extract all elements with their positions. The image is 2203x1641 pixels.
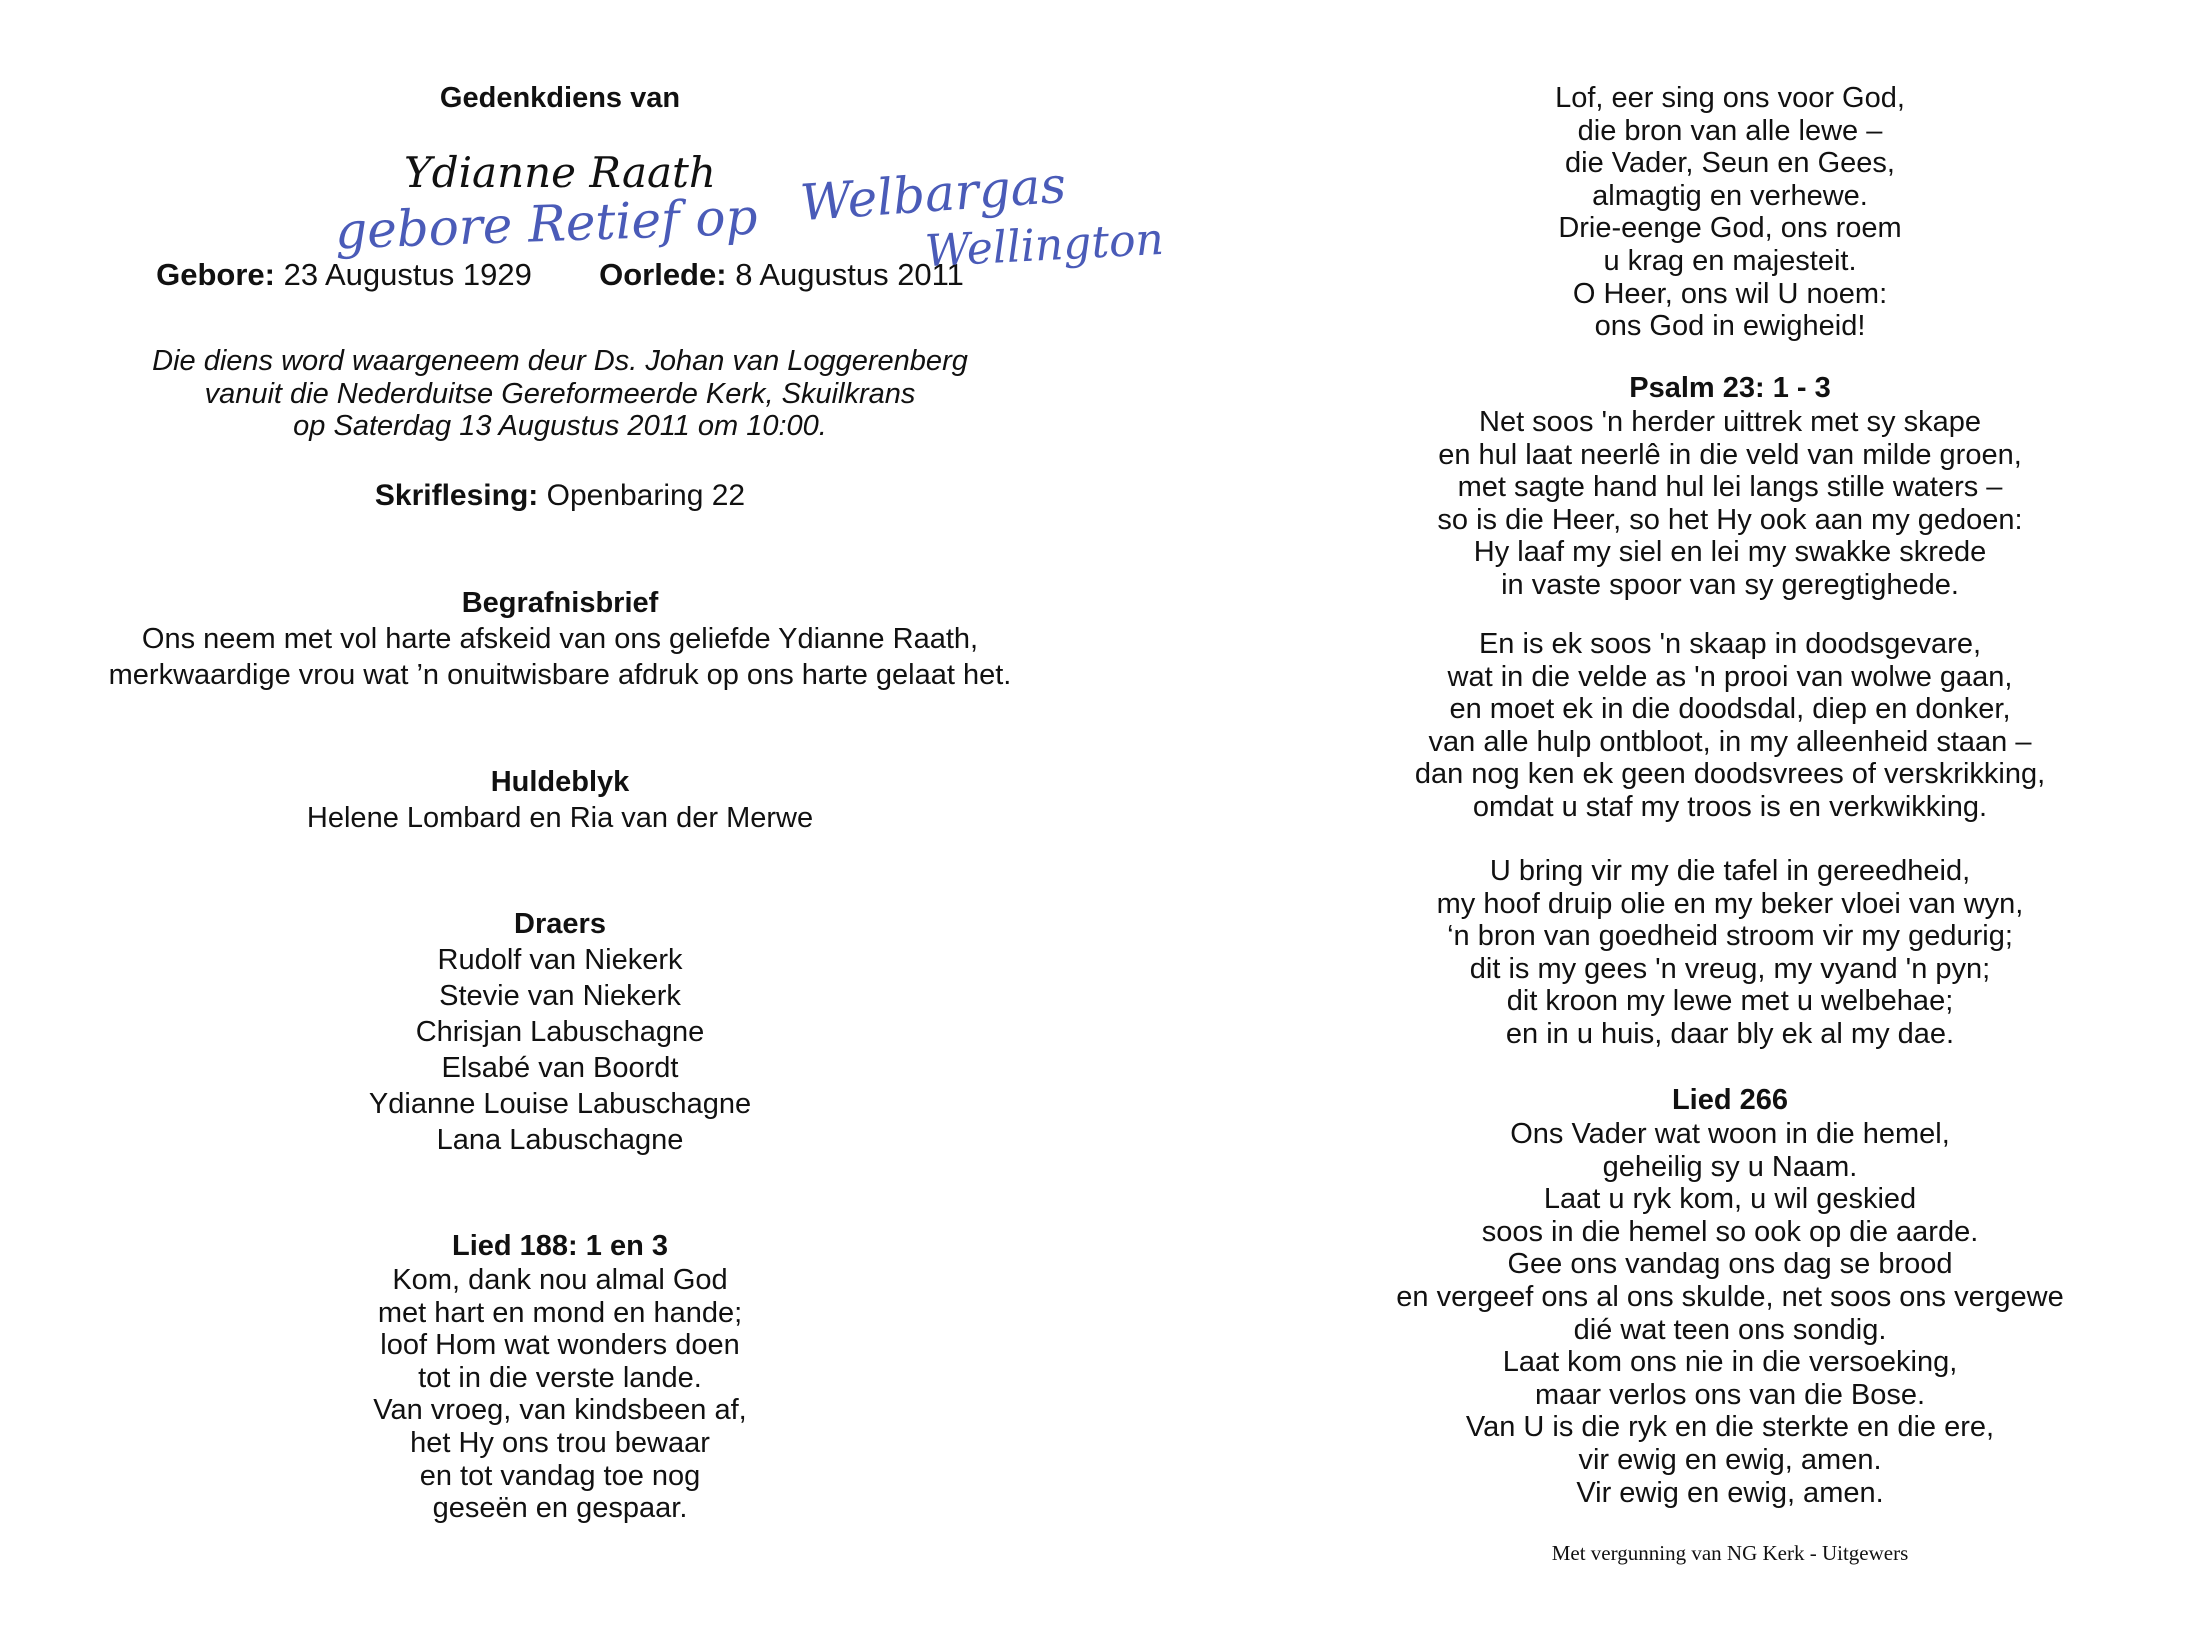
hymn-line: tot in die verste lande. — [418, 1361, 702, 1394]
hymn-line: Van vroeg, van kindsbeen af, — [373, 1394, 747, 1427]
section-draers — [60, 906, 1060, 1158]
handwritten-note: gebore Retief op — [334, 187, 759, 261]
psalm-line: so is die Heer, so het Hy ook aan my gedoen: — [1437, 503, 2023, 536]
text-line: Ons neem met vol harte afskeid van ons geliefde Ydianne Raath, — [141, 623, 979, 655]
section-heading: Huldeblyk — [490, 766, 630, 798]
reading-label: Skriflesing: — [374, 479, 539, 512]
section-begrafnisbrief — [60, 585, 1060, 693]
scripture-reading — [60, 478, 1060, 514]
psalm-line: en in u huis, daar bly ek al my dae. — [1505, 1017, 1955, 1050]
service-line: vanuit die Nederduitse Gereformeerde Kerk, Skuilkrans — [204, 377, 916, 410]
psalm-line: En is ek soos 'n skaap in doodsgevare, — [1478, 628, 1982, 660]
handwritten-note: Welbargas — [798, 155, 1068, 233]
service-info — [60, 345, 1060, 443]
hymn-line: Drie-eenge God, ons roem — [1558, 212, 1902, 245]
section-heading: Lied 266 — [1671, 1084, 1789, 1116]
psalm-line: en hul laat neerlê in die veld van milde groen, — [1438, 438, 2022, 471]
psalm-line: omdat u staf my troos is en verkwikking. — [1472, 790, 1988, 823]
hymn-line: Kom, dank nou almal God — [392, 1264, 728, 1296]
psalm-line: en moet ek in die doodsdal, diep en donker, — [1449, 693, 2011, 726]
psalm-line: in vaste spoor van sy geregtighede. — [1501, 568, 1959, 601]
born-date: 23 Augustus 1929 — [283, 257, 532, 292]
hymn-verse-continued — [1350, 82, 2110, 343]
hymn-line: loof Hom wat wonders doen — [380, 1329, 740, 1362]
section-heading: Draers — [514, 908, 606, 940]
psalm-line: wat in die velde as 'n prooi van wolwe gaan, — [1447, 660, 2013, 693]
handwritten-note: Wellington — [923, 213, 1166, 278]
psalm-line: met sagte hand hul lei langs stille waters – — [1457, 471, 2003, 504]
pallbearer-name: Ydianne Louise Labuschagne — [368, 1088, 752, 1120]
prayer-line: Ons Vader wat woon in die hemel, — [1510, 1118, 1950, 1150]
section-heading: Lied 188: 1 en 3 — [452, 1230, 668, 1262]
born-label: Gebore: — [156, 257, 275, 292]
memorial-title: Gedenkdiens van — [439, 82, 681, 114]
hymn-line: het Hy ons trou bewaar — [410, 1426, 710, 1459]
prayer-line: Laat kom ons nie in die versoeking, — [1502, 1346, 1958, 1379]
prayer-line: Laat u ryk kom, u wil geskied — [1543, 1183, 1917, 1216]
psalm-line: ‘n bron van goedheid stroom vir my gedurig; — [1447, 920, 2013, 953]
pallbearer-name: Elsabé van Boordt — [441, 1052, 679, 1084]
section-huldeblyk — [60, 764, 1060, 836]
prayer-line: en vergeef ons al ons skulde, net soos ons vergewe — [1396, 1280, 2064, 1313]
psalm-line: dit is my gees 'n vreug, my vyand 'n pyn; — [1469, 952, 1991, 985]
psalm-line: van alle hulp ontbloot, in my alleenheid staan – — [1428, 725, 2032, 758]
prayer-line: geheilig sy u Naam. — [1602, 1150, 1858, 1183]
prayer-line: soos in die hemel so ook op die aarde. — [1481, 1215, 1979, 1248]
section-heading: Begrafnisbrief — [461, 587, 659, 619]
deceased-name: Ydianne Raath — [404, 148, 716, 197]
hymn-line: Lof, eer sing ons voor God, — [1555, 82, 1905, 114]
psalm-stanza-3 — [1350, 855, 2110, 1051]
pallbearer-name: Chrisjan Labuschagne — [415, 1016, 705, 1048]
hymn-line: u krag en majesteit. — [1603, 244, 1857, 277]
prayer-line: Vir ewig en ewig, amen. — [1576, 1476, 1884, 1509]
prayer-line: Van U is die ryk en die sterkte en die ere, — [1465, 1411, 1995, 1444]
hymn-line: en tot vandag toe nog — [419, 1459, 701, 1492]
pallbearer-name: Stevie van Niekerk — [439, 980, 681, 1012]
prayer-line: dié wat teen ons sondig. — [1573, 1313, 1887, 1346]
service-line: op Saterdag 13 Augustus 2011 om 10:00. — [293, 410, 827, 443]
pallbearer-name: Rudolf van Niekerk — [437, 944, 683, 976]
psalm-line: my hoof druip olie en my beker vloei van wyn, — [1436, 887, 2024, 920]
psalm-line: U bring vir my die tafel in gereedheid, — [1489, 855, 1971, 887]
psalm-line: Net soos 'n herder uittrek met sy skape — [1479, 406, 1981, 438]
section-heading: Psalm 23: 1 - 3 — [1629, 372, 1831, 404]
section-lied-188 — [60, 1228, 1060, 1525]
pallbearer-name: Lana Labuschagne — [436, 1124, 684, 1156]
died-label: Oorlede: — [599, 257, 727, 292]
hymn-line: met hart en mond en hande; — [377, 1296, 743, 1329]
hymn-line: die Vader, Seun en Gees, — [1565, 147, 1895, 180]
prayer-line: maar verlos ons van die Bose. — [1534, 1378, 1926, 1411]
hymn-line: almagtig en verhewe. — [1592, 179, 1868, 212]
died-date: 8 Augustus 2011 — [735, 257, 964, 292]
text-line: merkwaardige vrou wat ’n onuitwisbare afdruk op ons harte gelaat het. — [108, 659, 1012, 691]
hymn-line: ons God in ewigheid! — [1594, 310, 1866, 343]
psalm-line: dan nog ken ek geen doodsvrees of verskrikking, — [1414, 758, 2046, 791]
service-line: Die diens word waargeneem deur Ds. Johan van Loggerenberg — [152, 345, 968, 377]
section-lied-266 — [1350, 1082, 2110, 1509]
psalm-line: dit kroon my lewe met u welbehae; — [1506, 985, 1954, 1018]
psalm-line: Hy laaf my siel en lei my swakke skrede — [1473, 536, 1987, 569]
text-line: Helene Lombard en Ria van der Merwe — [306, 802, 814, 834]
prayer-line: vir ewig en ewig, amen. — [1578, 1443, 1882, 1476]
section-psalm-23 — [1350, 370, 2110, 602]
hymn-line: die bron van alle lewe – — [1577, 114, 1883, 147]
hymn-line: O Heer, ons wil U noem: — [1572, 277, 1888, 310]
prayer-line: Gee ons vandag ons dag se brood — [1507, 1248, 1953, 1281]
psalm-stanza-2 — [1350, 628, 2110, 824]
reading-value: Openbaring 22 — [546, 479, 746, 512]
dates-line — [60, 256, 1060, 294]
hymn-line: geseën en gespaar. — [432, 1492, 688, 1525]
publisher-credit: Met vergunning van NG Kerk - Uitgewers — [1551, 1541, 1909, 1565]
